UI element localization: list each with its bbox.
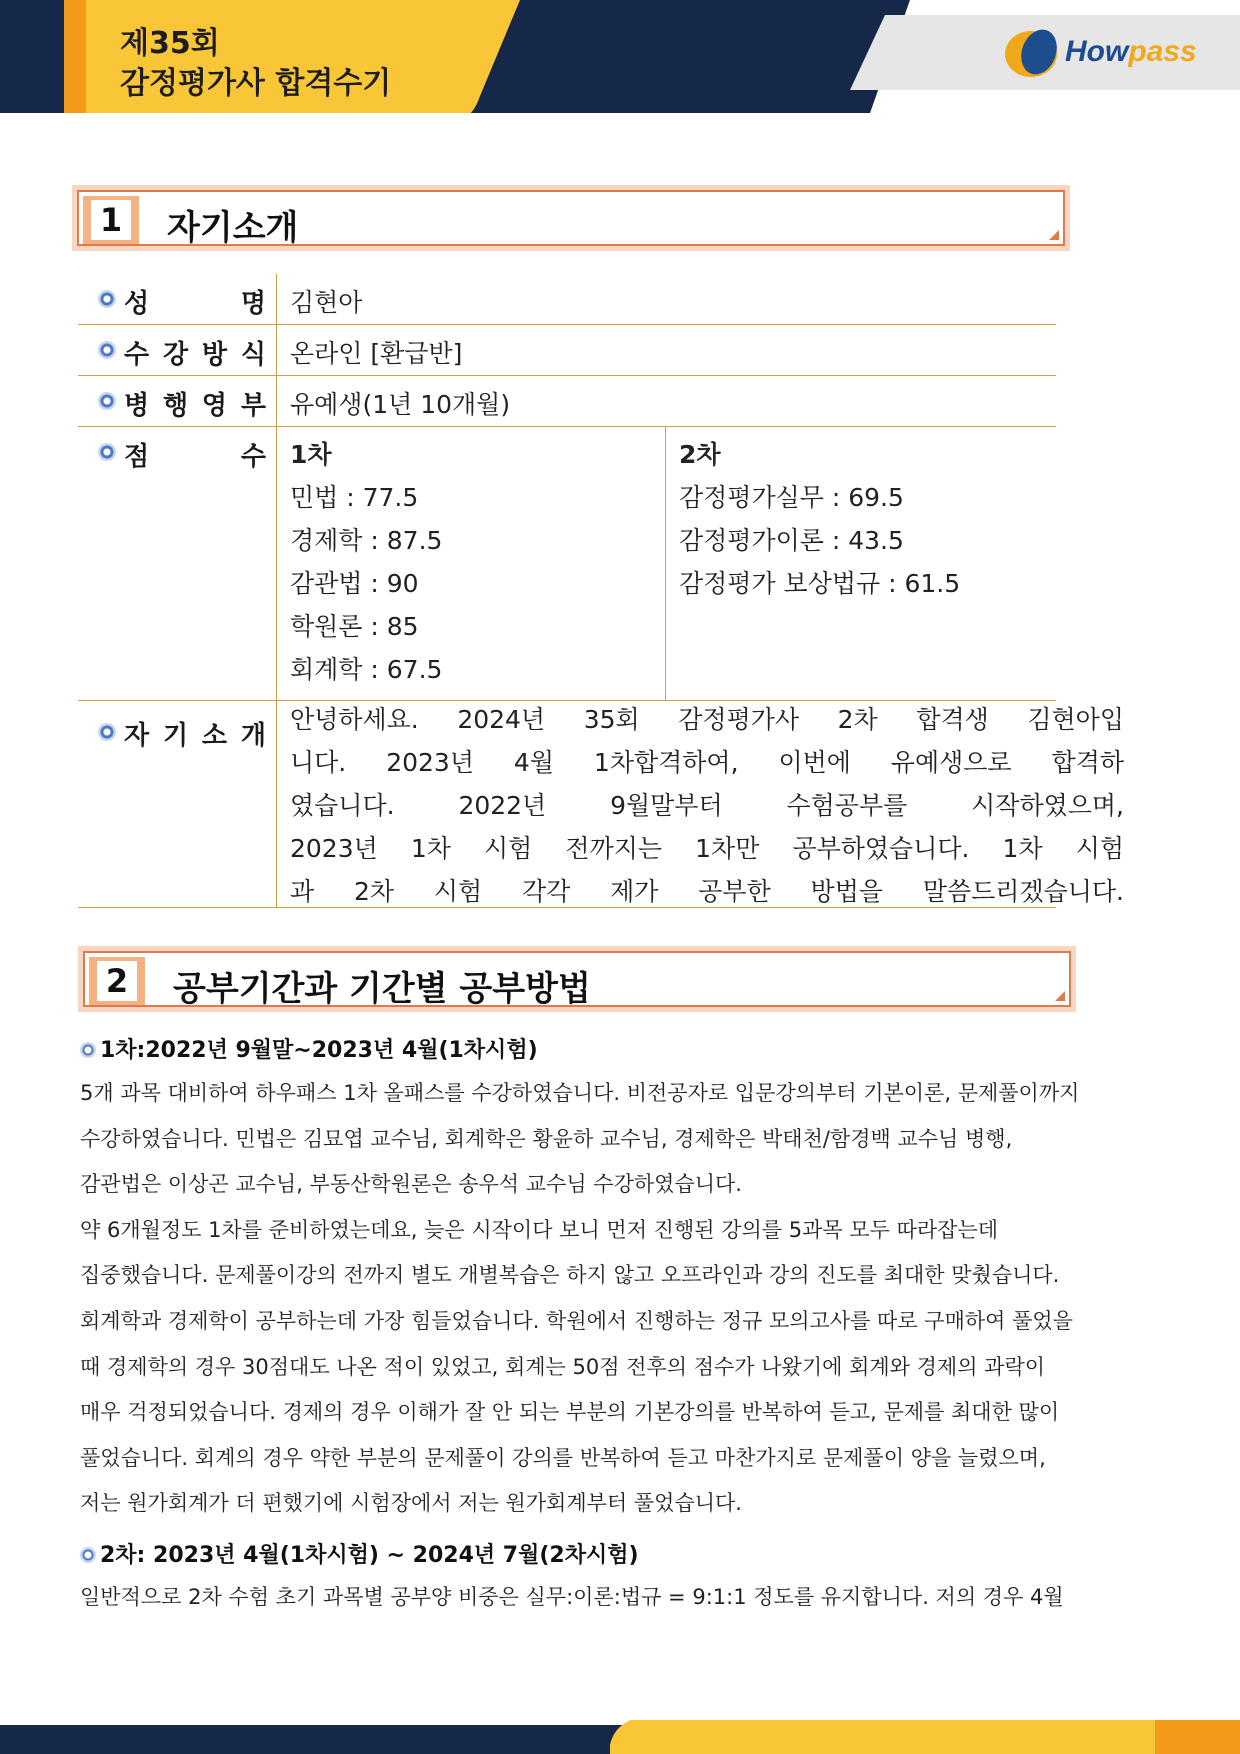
intro-line: 과 2차 시험 각각 제가 공부한 방법을 말씀드리겠습니다. — [290, 877, 1124, 906]
section-2-header — [78, 946, 1076, 1012]
bullet-icon — [98, 290, 116, 308]
value-name: 김현아 — [290, 288, 363, 317]
section-1-title: 자기소개 — [167, 208, 299, 248]
intro-line: 안녕하세요. 2024년 35회 감정평가사 2차 합격생 김현아입 — [290, 705, 1124, 734]
subheading-second-exam — [80, 1538, 639, 1569]
first-exam-heading: 1차 — [290, 440, 332, 469]
intro-text — [290, 698, 1124, 913]
document-title — [120, 24, 391, 104]
logo-mark-icon — [1003, 28, 1061, 80]
intro-line: 였습니다. 2022년 9월말부터 수험공부를 시작하였으며, — [290, 791, 1124, 820]
score-item: 민법 : 77.5 — [290, 483, 419, 512]
paragraph-line: 일반적으로 2차 수험 초기 과목별 공부양 비중은 실무:이론:법규 = 9:1:1 정도를 유지합니다. 저의 경우 4월 — [80, 1585, 1064, 1609]
label-name: 성 명 — [124, 289, 266, 319]
bullet-icon — [98, 341, 116, 359]
score-item: 학원론 : 85 — [290, 612, 419, 641]
label-intro: 자 기 소 개 — [124, 721, 266, 751]
label-course: 수 강 방 식 — [124, 340, 266, 370]
table-row-course — [78, 325, 1056, 376]
title-text: 감정평가사 합격수기 — [120, 66, 392, 101]
section-1-number: 1 — [91, 200, 131, 240]
paragraph-line: 집중했습니다. 문제풀이강의 전까지 별도 개별복습은 하지 않고 오프라인과 강의 진도를 최대한 맞췄습니다. — [80, 1263, 1060, 1288]
intro-line: 2023년 1차 시험 전까지는 1차만 공부하였습니다. 1차 시험 — [290, 834, 1124, 863]
table-row-military — [78, 376, 1056, 427]
bullet-icon — [98, 723, 116, 741]
footer-banner — [0, 1720, 1240, 1754]
section-1-number-box — [83, 196, 139, 244]
logo-pass: pass — [1128, 35, 1197, 68]
profile-table — [78, 274, 1124, 908]
score-item: 회계학 : 67.5 — [290, 655, 443, 684]
bullet-icon — [80, 1547, 96, 1563]
intro-line: 니다. 2023년 4월 1차합격하여, 이번에 유예생으로 합격하 — [290, 748, 1124, 777]
section-2-number: 2 — [97, 961, 137, 1001]
corner-triangle-icon — [1049, 230, 1059, 240]
score-item: 감정평가실무 : 69.5 — [679, 483, 904, 512]
logo-how: How — [1065, 35, 1129, 68]
second-exam-heading: 2차 — [679, 440, 721, 469]
score-item: 감정평가이론 : 43.5 — [679, 526, 904, 555]
paragraph-line: 풀었습니다. 회계의 경우 약한 부분의 문제풀이 강의를 반복하여 듣고 마찬가지로 문제풀이 양을 늘렸으며, — [80, 1445, 1046, 1470]
bullet-icon — [98, 392, 116, 410]
paragraph-line: 매우 걱정되었습니다. 경제의 경우 이해가 잘 안 되는 부분의 기본강의를 반복하여 듣고, 문제를 최대한 많이 — [80, 1400, 1060, 1425]
score-second-exam — [679, 427, 1049, 700]
paragraph-line: 수강하였습니다. 민법은 김묘엽 교수님, 회계학은 황윤하 교수님, 경제학은 박태천/함경백 교수님 병행, — [80, 1126, 1013, 1151]
section-2-title: 공부기간과 기간별 공부방법 — [173, 969, 591, 1009]
score-item: 감관법 : 90 — [290, 569, 419, 598]
subheading-text: 1차:2022년 9월말~2023년 4월(1차시험) — [100, 1038, 538, 1063]
paragraph-line: 감관법은 이상곤 교수님, 부동산학원론은 송우석 교수님 수강하였습니다. — [80, 1172, 742, 1197]
paragraph-line: 회계학과 경제학이 공부하는데 가장 힘들었습니다. 학원에서 진행하는 정규 모의고사를 따로 구매하여 풀었을 — [80, 1308, 1073, 1333]
score-item: 감정평가 보상법규 : 61.5 — [679, 569, 961, 598]
section-2-number-box — [89, 957, 145, 1005]
label-score: 점 수 — [124, 442, 266, 472]
paragraph-first-exam — [80, 1071, 1079, 1527]
paragraph-line: 저는 원가회계가 더 편했기에 시험장에서 저는 원가회계부터 풀었습니다. — [80, 1491, 742, 1516]
value-course: 온라인 [환급반] — [290, 339, 463, 368]
paragraph-second-exam — [80, 1575, 1064, 1621]
paragraph-line: 5개 과목 대비하여 하우패스 1차 올패스를 수강하였습니다. 비전공자로 입문강의부터 기본이론, 문제풀이까지 — [80, 1081, 1080, 1105]
table-row-score — [78, 427, 1056, 701]
howpass-logo — [1003, 26, 1223, 82]
subheading-first-exam — [80, 1033, 538, 1064]
subheading-text: 2차: 2023년 4월(1차시험) ~ 2024년 7월(2차시험) — [100, 1543, 639, 1568]
title-round: 제35회 — [120, 26, 220, 61]
corner-triangle-icon — [1055, 991, 1065, 1001]
paragraph-line: 약 6개월정도 1차를 준비하였는데요, 늦은 시작이다 보니 먼저 진행된 강의를 5과목 모두 따라잡는데 — [80, 1217, 999, 1242]
section-1-header — [72, 185, 1070, 251]
bullet-icon — [80, 1042, 96, 1058]
score-first-exam — [290, 427, 666, 700]
bullet-icon — [98, 443, 116, 461]
table-row-name — [78, 274, 1056, 325]
label-military: 병 행 영 부 — [124, 391, 266, 421]
table-row-intro — [78, 701, 1124, 908]
paragraph-line: 때 경제학의 경우 30점대도 나온 적이 있었고, 회계는 50점 전후의 점수가 나왔기에 회계와 경제의 과락이 — [80, 1354, 1046, 1379]
score-item: 경제학 : 87.5 — [290, 526, 443, 555]
value-military: 유예생(1년 10개월) — [290, 390, 511, 419]
